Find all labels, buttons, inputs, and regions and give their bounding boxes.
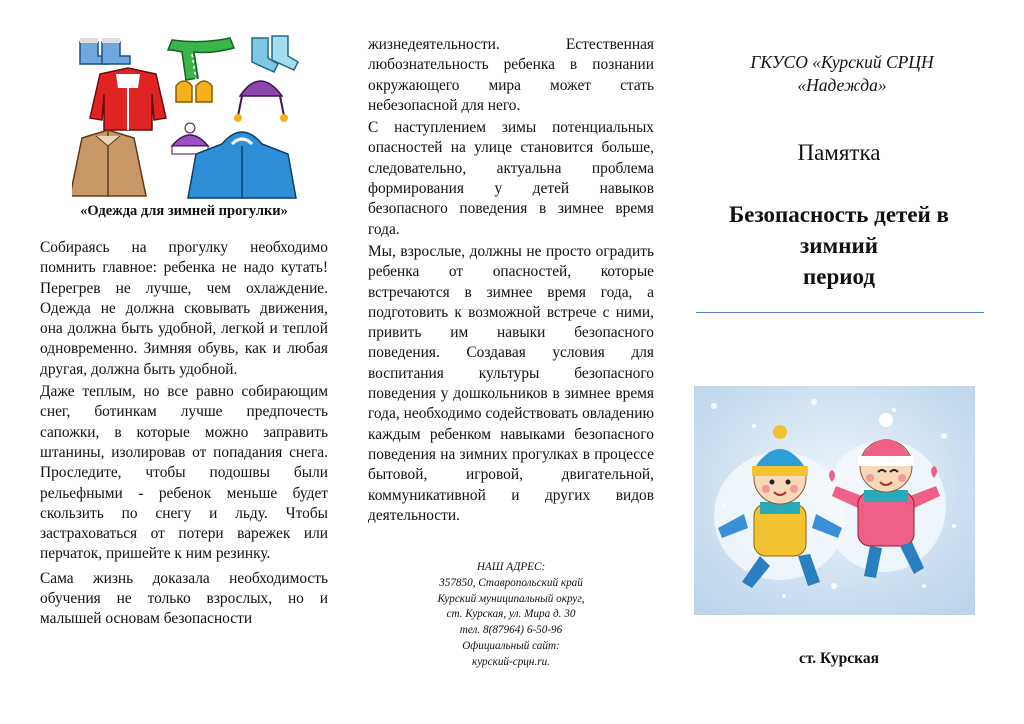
phone: тел. 8(87964) 6-50-96 [459,624,563,637]
title-line: период [803,264,875,289]
red-jacket-icon [90,68,166,130]
title-line: Безопасность детей в [729,202,949,227]
purple-earflap-hat-icon [234,81,288,122]
address-block [368,560,654,671]
green-scarf-icon [168,38,234,82]
memo-label: Памятка [797,140,881,165]
address-line: ст. Курская, ул. Мира д. 30 [446,608,576,621]
website-link[interactable]: курский-срцн.ru. [471,655,550,668]
paragraph: Даже теплым, но все равно собирающим снег, ботинкам лучше предпочесть сапожки, в которые можно заправить штанины, изолировав от попадания снега. Проследите, чтобы подошвы были рельефными - ребенок меньше будет скользить по снегу и льду. Чтобы застраховаться от потери варежек или перчаток, пришейте к ним резинку. [40,383,328,563]
children-in-snow-illustration [694,386,975,615]
address-heading: НАШ АДРЕС: [476,561,546,573]
address-line: 357850, Ставропольский край [439,576,583,589]
paragraph: Собираясь на прогулку необходимо помнить главное: ребенка не надо кутать! Перегрев не лучше, чем охлаждение. Одежда не должна сковывать движения, она должна быть удобной, легкой и теплой одновременно. Зимняя обувь, как и любая другая, должна быть удобной. [40,239,328,378]
org-line: «Надежда» [797,75,887,95]
clothing-advice-text [40,238,328,630]
organization-name [714,51,970,97]
divider [696,312,984,313]
yellow-mittens-icon [176,81,212,102]
brown-coat-icon [72,130,146,196]
blue-boots-icon [80,38,130,64]
socks-icon [252,36,298,72]
title-line: зимний [800,233,878,258]
clothes-caption: «Одежда для зимней прогулки» [80,203,288,219]
paragraph: жизнедеятельности. Естественная любознательность ребенка в познании окружающего мира может стать небезопасной для него. [368,36,654,114]
footer-location: ст. Курская [798,650,879,667]
paragraph: С наступлением зимы потенциальных опасностей на улице становится больше, следовательно, актуальна проблема формирования у детей навыков безопасного поведения в зимнее время года. [368,119,654,238]
winter-clothes-illustration [72,34,308,204]
safety-text [368,35,654,526]
knit-hat-icon [172,123,208,154]
paragraph: Мы, взрослые, должны не просто оградить ребенка от опасностей, которые встречаются в зимнее время года, а подготовить к возможной встрече с ними, привить им навыки безопасного поведения. Создавая условия для воспитания культуры безопасного поведения у дошкольников в зимнее время года, необходимо содействовать овладению каждым ребенком навыками безопасного поведения на зимних прогулках в процессе бытовой, игровой, двигательной, коммуникативной и других видов деятельности. [368,242,654,524]
website-label: Официальный сайт: [462,639,560,652]
paragraph: Сама жизнь доказала необходимость обучения не только взрослых, но и малышей основам безопасности [40,569,328,628]
org-line: ГКУСО «Курский СРЦН [750,52,934,72]
address-line: Курский муниципальный округ, [437,592,585,605]
page-title [694,199,984,292]
